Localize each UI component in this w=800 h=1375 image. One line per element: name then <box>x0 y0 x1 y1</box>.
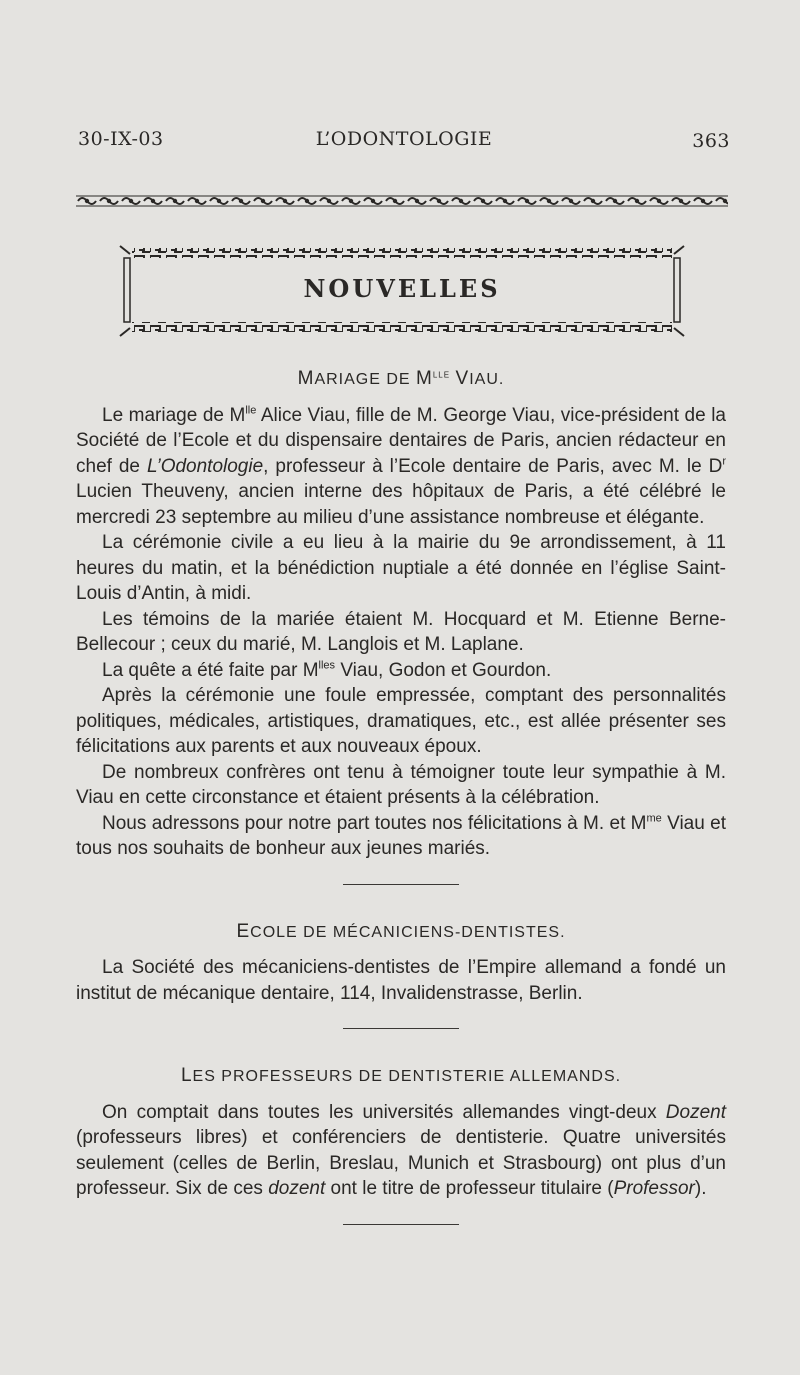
paragraph: Nous adressons pour notre part toutes nos félicitations à M. et $M^{me}$ Viau et tous nos souhaits de bonheur aux jeunes mariés. <box>76 812 726 859</box>
articles <box>76 366 726 1259</box>
paragraph: La cérémonie civile a eu lieu à la mairie du 9e arrondissement, à 11 heures du matin, et la bénédiction nuptiale a été donnée en l’église Saint-Louis d’Antin, à midi. <box>76 532 726 604</box>
paragraph: On comptait dans toutes les universités allemandes vingt-deux Dozent (professeurs libres) et conférenciers de dentisterie. Quatre universités seulement (celles de Berlin, Breslau, Munich et Strasbourg) ont plus d’un professeur. Six de ces dozent ont le titre de professeur titulaire (Professor). <box>76 1101 726 1199</box>
paragraph: Après la cérémonie une foule empressée, comptant des personnalités politiques, médicales, artistiques, dramatiques, etc., est allée présenter ses félicitations aux parents et aux nouveaux époux. <box>76 685 726 757</box>
paragraph: La Société des mécaniciens-dentistes de l’Empire allemand a fondé un institut de mécanique dentaire, 114, Invalidenstrasse, Berlin. <box>76 957 726 1004</box>
article-heading-professeurs: LES PROFESSEURS DE DENTISTERIE ALLEMANDS. <box>180 1065 622 1086</box>
section-title: NOUVELLES <box>303 274 501 303</box>
page-number: 363 <box>692 130 730 152</box>
issue-date: 30-IX-03 <box>78 128 164 150</box>
section-divider <box>343 1028 459 1029</box>
paragraph: Les témoins de la mariée étaient M. Hocquard et M. Etienne Berne-Bellecour ; ceux du marié, M. Langlois et M. Laplane. <box>76 608 726 655</box>
article-heading-ecole: ECOLE DE MÉCANICIENS-DENTISTES. <box>236 920 566 942</box>
section-divider <box>343 884 459 885</box>
journal-title: L’ODONTOLOGIE <box>315 128 493 150</box>
paragraph: La quête a été faite par $M^{lles}$ Viau, Godon et Gourdon. <box>102 659 552 681</box>
article-heading-mariage: MARIAGE DE $M^{lle}$ VIAU. <box>297 368 505 389</box>
running-head <box>78 128 730 158</box>
section-title-frame <box>118 244 686 338</box>
section-divider <box>343 1224 459 1225</box>
paragraph: De nombreux confrères ont tenu à témoigner toute leur sympathie à M. Viau en cette circonstance et étaient présents à la célébration. <box>76 761 726 808</box>
ornamental-band <box>76 194 728 208</box>
paragraph: Le mariage de $M^{lle}$ Alice Viau, fille de M. George Viau, vice-président de la Société de l’Ecole et du dispensaire dentaires de Paris, ancien rédacteur en chef de L’Odontologie, professeur à l’Ecole dentaire de Paris, avec M. le $D^r$ Lucien Theuveny, ancien interne des hôpitaux de Paris, a été célébré le mercredi 23 septembre au milieu d’une assistance nombreuse et élégante. <box>76 404 727 528</box>
